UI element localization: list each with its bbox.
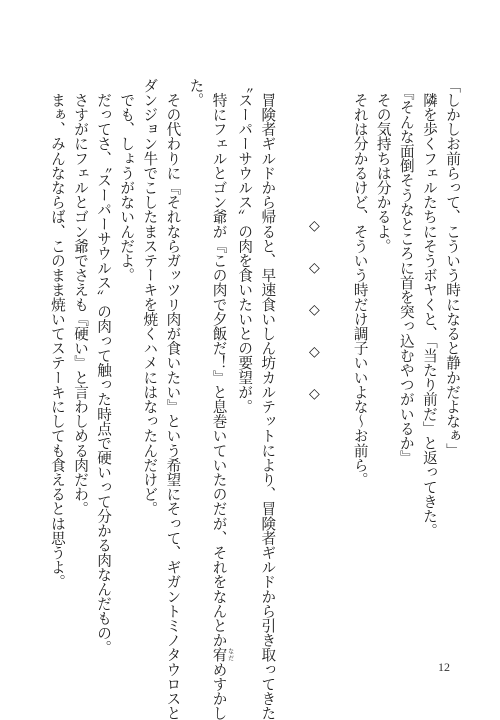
text-line: その気持ちは分かるよ。	[374, 78, 392, 254]
text-line: 冒険者ギルドから帰ると、早速食いしん坊カルテットにより、冒険者ギルドから引き取ってきた	[259, 78, 277, 720]
text-line: それは分かるけど、そういう時だけ調子いいよな～お前ら。	[351, 78, 369, 487]
scene-break: ◇ ◇ ◇ ◇ ◇	[306, 218, 323, 408]
text-line: まぁ、みんなならば、このまま焼いてステーキにしても食えるとは思うよ。	[48, 78, 66, 589]
blank-line	[279, 78, 302, 626]
text-line: 『そんな面倒そうなところに首を突っ込むやつがいるか』	[397, 78, 415, 465]
ruby-annotation: 宥 なだ	[210, 647, 234, 663]
text-line: だってさ、〝スーパーサウルス〟の肉って触った時点で硬いって分かる肉なんだもの。	[95, 78, 113, 655]
text-line: さすがにフェルとゴン爺でさえも『硬い』と言わしめる肉だわ。	[72, 78, 89, 516]
text-line: 特にフェルとゴン爺が『この肉で夕飯だ！』と息巻いていたのだが、それをなんとか宥 なだめすかし	[210, 78, 234, 720]
text-line: 「しかしお前らって、こういう時になると静かだよなぁ」	[444, 78, 461, 458]
page-number: 12	[438, 660, 450, 674]
text-line: 隣を歩くフェルたちにそうボヤくと、「当たり前だ」と返ってきた。	[420, 78, 438, 538]
blank-line	[325, 78, 348, 626]
text-line: た。	[187, 78, 205, 108]
text-line: でも、しょうがないんだよ。	[118, 78, 136, 283]
text-line: 〝スーパーサウルス〟の肉を食いたいとの要望が。	[236, 78, 254, 414]
text-line: ダンジョン牛でこしたまステーキを焼くハメにはなったんだけど。	[141, 78, 159, 516]
text-line: その代わりに『それならガッツリ肉が食いたい』という希望にそって、ギガントミノタウロスと	[164, 78, 182, 720]
